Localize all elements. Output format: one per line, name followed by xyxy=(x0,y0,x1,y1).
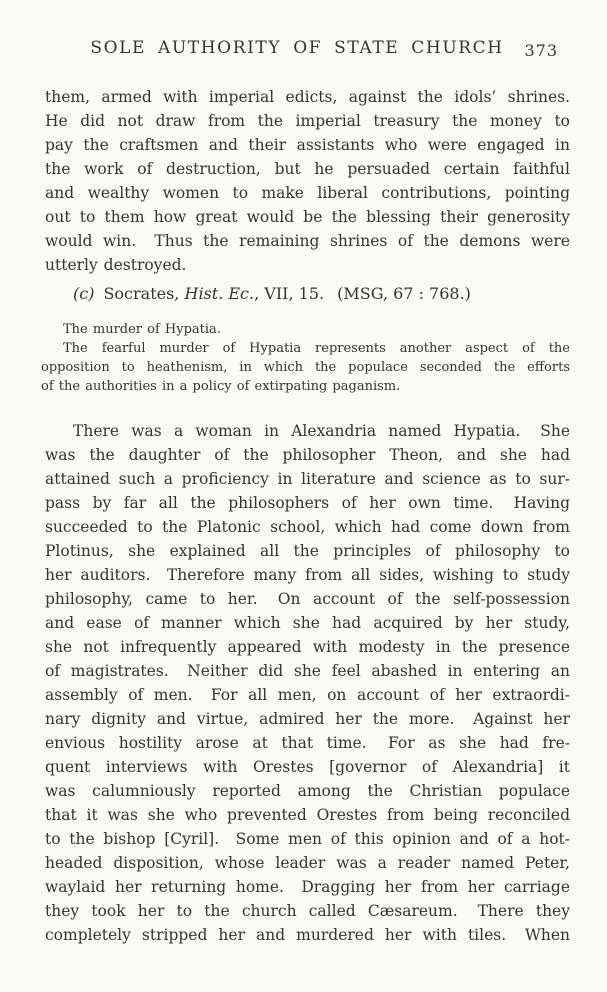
text-line: that it was she who prevented Orestes from being reconciled xyxy=(45,806,570,824)
text-line: waylaid her returning home. Dragging her from her carriage xyxy=(45,878,570,896)
text-line: utterly destroyed. xyxy=(45,256,187,274)
text-line: they took her to the church called Cæsareum. There they xyxy=(45,902,570,920)
text-line: would win. Thus the remaining shrines of the demons were xyxy=(45,232,570,250)
text-line: her auditors. Therefore many from all sides, wishing to study xyxy=(45,566,570,584)
text-line: attained such a proficiency in literature and science as to sur- xyxy=(45,470,570,488)
text-line: The fearful murder of Hypatia represents another aspect of the xyxy=(63,341,570,356)
citation-line xyxy=(73,281,471,307)
citation-item-label: (c) xyxy=(73,284,95,303)
text-line: pass by far all the philosophers of her own time. Having xyxy=(45,494,570,512)
text-line: was calumniously reported among the Christian populace xyxy=(45,782,570,800)
text-line: There was a woman in Alexandria named Hypatia. She xyxy=(73,422,570,440)
text-line: succeeded to the Platonic school, which had come down from xyxy=(45,518,570,536)
text-line: completely stripped her and murdered her with tiles. When xyxy=(45,926,570,944)
text-line: was the daughter of the philosopher Theon, and she had xyxy=(45,446,570,464)
running-head-title: SOLE AUTHORITY OF STATE CHURCH xyxy=(90,38,504,58)
editor-note xyxy=(41,320,570,396)
text-line: He did not draw from the imperial treasury the money to xyxy=(45,112,570,130)
citation-reference: , VII, 15. (MSG, 67 : 768.) xyxy=(254,284,471,303)
text-line: and ease of manner which she had acquired by her study, xyxy=(45,614,570,632)
note-paragraph xyxy=(41,339,570,396)
intro-paragraph xyxy=(45,85,570,277)
text-line: philosophy, came to her. On account of the self-possession xyxy=(45,590,570,608)
text-line: out to them how great would be the blessing their generosity xyxy=(45,208,570,226)
text-line: assembly of men. For all men, on account of her extraordi- xyxy=(45,686,570,704)
running-head xyxy=(45,38,570,62)
text-line: opposition to heathenism, in which the populace seconded the efforts xyxy=(41,360,570,375)
text-line: them, armed with imperial edicts, against the idols’ shrines. xyxy=(45,88,570,106)
citation-work-title: Hist. Ec. xyxy=(184,284,255,303)
text-line: pay the craftsmen and their assistants who were engaged in xyxy=(45,136,570,154)
text-line: the work of destruction, but he persuaded certain faithful xyxy=(45,160,570,178)
text-line: quent interviews with Orestes [governor of Alexandria] it xyxy=(45,758,570,776)
text-line: and wealthy women to make liberal contributions, pointing xyxy=(45,184,570,202)
extract-paragraph xyxy=(45,419,570,947)
citation-author: Socrates, xyxy=(103,284,185,303)
text-line: envious hostility arose at that time. For as she had fre- xyxy=(45,734,570,752)
text-line: Plotinus, she explained all the principles of philosophy to xyxy=(45,542,570,560)
note-heading: The murder of Hypatia. xyxy=(63,322,221,337)
text-line: of the authorities in a policy of extirpating paganism. xyxy=(41,379,401,394)
text-line: nary dignity and virtue, admired her the more. Against her xyxy=(45,710,570,728)
page-number: 373 xyxy=(524,41,558,60)
text-line: headed disposition, whose leader was a reader named Peter, xyxy=(45,854,570,872)
text-line: she not infrequently appeared with modesty in the presence xyxy=(45,638,570,656)
text-line: of magistrates. Neither did she feel abashed in entering an xyxy=(45,662,570,680)
text-line: to the bishop [Cyril]. Some men of this opinion and of a hot- xyxy=(45,830,570,848)
